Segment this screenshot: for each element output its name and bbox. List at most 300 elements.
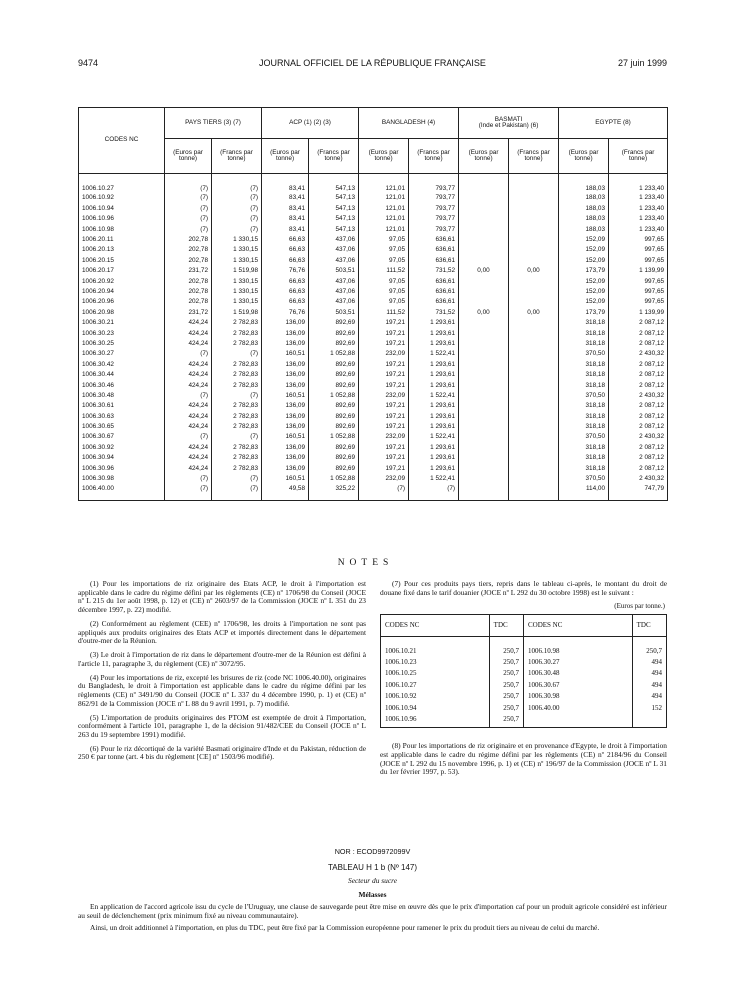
value-cell: 1 233,40 <box>609 214 668 224</box>
value-cell: 997,65 <box>609 245 668 255</box>
table-row <box>79 318 668 328</box>
table-row <box>381 668 667 680</box>
value-cell: 202,78 <box>165 235 212 245</box>
value-cell <box>459 370 509 380</box>
value-cell: (7) <box>165 214 212 224</box>
tdc-code-cell: 1006.10.27 <box>381 679 490 691</box>
value-cell: 1 293,61 <box>409 412 459 422</box>
value-cell: (7) <box>165 225 212 235</box>
value-cell: 66,63 <box>262 277 309 287</box>
value-cell: 136,09 <box>262 453 309 463</box>
unit-euros-header: (Euros par tonne) <box>359 139 409 174</box>
value-cell <box>509 287 559 297</box>
section-title: Secteur du sucre <box>348 876 397 886</box>
table-row <box>381 636 667 656</box>
code-nc-cell: 1006.10.94 <box>79 204 165 214</box>
value-cell: 188,03 <box>559 194 609 204</box>
value-cell: 318,18 <box>559 412 609 422</box>
value-cell: 318,18 <box>559 339 609 349</box>
value-cell: 2 087,12 <box>609 318 668 328</box>
table-row <box>79 484 668 500</box>
code-nc-cell: 1006.30.48 <box>79 391 165 401</box>
value-cell: 1 293,61 <box>409 422 459 432</box>
value-cell: (7) <box>165 194 212 204</box>
value-cell: 152,09 <box>559 245 609 255</box>
note-paragraph: (6) Pour le riz décortiqué de la variété Basmati originaire d'Inde et du Pakistan, réduction de 250 € par tonne (art. 4 bis du règlement [CE] nº 1503/96 modifié). <box>78 743 366 762</box>
value-cell <box>509 204 559 214</box>
codes-nc-header: CODES NC <box>79 108 165 174</box>
value-cell: 318,18 <box>559 318 609 328</box>
value-cell: 136,09 <box>262 339 309 349</box>
value-cell: 437,06 <box>309 277 359 287</box>
value-cell <box>459 329 509 339</box>
value-cell <box>459 204 509 214</box>
value-cell: 437,06 <box>309 297 359 307</box>
value-cell: 66,63 <box>262 245 309 255</box>
value-cell: 136,09 <box>262 370 309 380</box>
value-cell: (7) <box>212 225 262 235</box>
table-row <box>79 432 668 442</box>
code-nc-cell: 1006.10.96 <box>79 214 165 224</box>
value-cell: 2 782,83 <box>212 381 262 391</box>
value-cell: 424,24 <box>165 443 212 453</box>
tdc-unit: (Euros par tonne.) <box>614 602 665 611</box>
value-cell: 197,21 <box>359 318 409 328</box>
value-cell: 1 519,98 <box>212 266 262 276</box>
value-cell: 2 782,83 <box>212 412 262 422</box>
value-cell: 1 293,61 <box>409 443 459 453</box>
value-cell: 97,05 <box>359 235 409 245</box>
value-cell: 424,24 <box>165 360 212 370</box>
table-row <box>79 204 668 214</box>
value-cell <box>459 225 509 235</box>
value-cell: 2 087,12 <box>609 381 668 391</box>
value-cell: 152,09 <box>559 297 609 307</box>
value-cell: 424,24 <box>165 318 212 328</box>
tdc-codes-header: CODES NC <box>523 614 632 636</box>
table-row <box>79 245 668 255</box>
value-cell: 136,09 <box>262 329 309 339</box>
tdc-header: TDC <box>489 614 523 636</box>
table-row <box>79 297 668 307</box>
value-cell: 636,61 <box>409 277 459 287</box>
value-cell: 1 293,61 <box>409 381 459 391</box>
note-paragraph: (2) Conformément au règlement (CEE) nº 1706/98, les droits à l'importation ne sont pas appliqués aux produits originaires des Etats ACP et importés directement dans le département d'outre-mer de la Réunion. <box>78 618 366 646</box>
value-cell: 636,61 <box>409 256 459 266</box>
code-nc-cell: 1006.20.11 <box>79 235 165 245</box>
value-cell: 731,52 <box>409 266 459 276</box>
value-cell: 197,21 <box>359 339 409 349</box>
value-cell: 232,09 <box>359 349 409 359</box>
value-cell: 197,21 <box>359 370 409 380</box>
tdc-header: TDC <box>632 614 666 636</box>
group-header-acp: ACP (1) (2) (3) <box>262 108 359 139</box>
group-header-bangladesh: BANGLADESH (4) <box>359 108 459 139</box>
value-cell: (7) <box>212 174 262 194</box>
value-cell: 83,41 <box>262 174 309 194</box>
value-cell: (7) <box>165 391 212 401</box>
value-cell: 136,09 <box>262 381 309 391</box>
value-cell <box>459 256 509 266</box>
value-cell: 97,05 <box>359 245 409 255</box>
code-nc-cell: 1006.20.17 <box>79 266 165 276</box>
value-cell: 202,78 <box>165 245 212 255</box>
value-cell: 1 330,15 <box>212 235 262 245</box>
value-cell: 892,69 <box>309 422 359 432</box>
value-cell: 160,51 <box>262 391 309 401</box>
value-cell <box>459 401 509 411</box>
code-nc-cell: 1006.30.63 <box>79 412 165 422</box>
code-nc-cell: 1006.30.67 <box>79 432 165 442</box>
table-row <box>79 256 668 266</box>
value-cell: 197,21 <box>359 401 409 411</box>
value-cell: 197,21 <box>359 329 409 339</box>
value-cell: (7) <box>165 474 212 484</box>
tdc-code-cell: 1006.40.00 <box>523 702 632 714</box>
page-number: 9474 <box>78 58 99 68</box>
value-cell: 892,69 <box>309 339 359 349</box>
table-row <box>79 360 668 370</box>
table-row <box>79 174 668 194</box>
table-row <box>79 412 668 422</box>
value-cell <box>509 391 559 401</box>
value-cell: 2 782,83 <box>212 443 262 453</box>
code-nc-cell: 1006.20.92 <box>79 277 165 287</box>
value-cell <box>509 235 559 245</box>
value-cell <box>509 194 559 204</box>
tdc-value-cell: 250,7 <box>489 702 523 714</box>
value-cell: 188,03 <box>559 174 609 194</box>
value-cell: 152,09 <box>559 287 609 297</box>
table-row <box>381 679 667 691</box>
value-cell: 136,09 <box>262 464 309 474</box>
value-cell: 892,69 <box>309 370 359 380</box>
tdc-code-cell: 1006.30.67 <box>523 679 632 691</box>
code-nc-cell: 1006.30.61 <box>79 401 165 411</box>
value-cell: 2 782,83 <box>212 464 262 474</box>
code-nc-cell: 1006.30.96 <box>79 464 165 474</box>
value-cell: 892,69 <box>309 453 359 463</box>
group-header-basmati <box>459 108 559 139</box>
code-nc-cell: 1006.20.15 <box>79 256 165 266</box>
table-row <box>79 422 668 432</box>
tdc-value-cell: 250,7 <box>489 668 523 680</box>
footer-section <box>78 848 667 933</box>
value-cell: 97,05 <box>359 287 409 297</box>
value-cell: 76,76 <box>262 266 309 276</box>
value-cell: 160,51 <box>262 432 309 442</box>
value-cell: (7) <box>212 474 262 484</box>
value-cell: 997,65 <box>609 277 668 287</box>
value-cell: 136,09 <box>262 412 309 422</box>
value-cell <box>459 464 509 474</box>
value-cell: 2 087,12 <box>609 422 668 432</box>
table-row <box>79 391 668 401</box>
code-nc-cell: 1006.10.92 <box>79 194 165 204</box>
value-cell: 66,63 <box>262 235 309 245</box>
value-cell: 636,61 <box>409 245 459 255</box>
value-cell: 997,65 <box>609 256 668 266</box>
value-cell: 793,77 <box>409 194 459 204</box>
value-cell: 2 782,83 <box>212 422 262 432</box>
notes-right-column <box>380 580 667 782</box>
value-cell: 1 293,61 <box>409 401 459 411</box>
value-cell: 370,50 <box>559 391 609 401</box>
issue-date: 27 juin 1999 <box>617 58 667 68</box>
value-cell <box>509 225 559 235</box>
value-cell: 892,69 <box>309 360 359 370</box>
value-cell: 424,24 <box>165 464 212 474</box>
table-row <box>381 691 667 703</box>
value-cell: 2 087,12 <box>609 453 668 463</box>
value-cell <box>459 214 509 224</box>
value-cell: 1 522,41 <box>409 432 459 442</box>
value-cell <box>509 318 559 328</box>
table-row <box>79 225 668 235</box>
value-cell: 793,77 <box>409 225 459 235</box>
tdc-codes-header: CODES NC <box>381 614 490 636</box>
unit-euros-header: (Euros par tonne) <box>559 139 609 174</box>
value-cell: 318,18 <box>559 464 609 474</box>
value-cell: 1 293,61 <box>409 329 459 339</box>
code-nc-cell: 1006.30.21 <box>79 318 165 328</box>
value-cell: 2 782,83 <box>212 453 262 463</box>
value-cell: 1 052,88 <box>309 391 359 401</box>
value-cell: (7) <box>165 174 212 194</box>
value-cell: 121,01 <box>359 225 409 235</box>
table-row <box>79 214 668 224</box>
note-paragraph: (1) Pour les importations de riz originaire des Etats ACP, le droit à l'importation est applicable dans le cadre du régime défini par les règlements (CE) nº 1706/98 du Conseil (JOCE nº L 215 du 1er août 1998, p. 12) et (CE) nº 2603/97 de la Commission (JOCE nº L 351 du 23 décembre 1997, p. 22) modifié. <box>78 579 366 615</box>
unit-euros-header: (Euros par tonne) <box>459 139 509 174</box>
value-cell: 437,06 <box>309 235 359 245</box>
value-cell: 2 782,83 <box>212 329 262 339</box>
tdc-value-cell <box>632 714 666 728</box>
note-paragraph: (3) Le droit à l'importation de riz dans le département d'outre-mer de la Réunion est défini à l'article 11, paragraphe 3, du règlement (CE) nº 3072/95. <box>78 650 366 668</box>
value-cell: 136,09 <box>262 443 309 453</box>
basmati-title: BASMATI <box>494 115 523 123</box>
tdc-value-cell: 494 <box>632 691 666 703</box>
table-row <box>381 656 667 668</box>
value-cell: 66,63 <box>262 256 309 266</box>
value-cell: 318,18 <box>559 360 609 370</box>
note-paragraph: (4) Pour les importations de riz, excepté les brisures de riz (code NC 1006.40.00), originaires du Bangladesh, le droit à l'importation est applicable dans le cadre du régime défini par les règlements (CE) nº 3491/90 du Conseil (JOCE nº L 337 du 4 décembre 1990, p. 1) et (CE) nº 862/91 de la Commission (JOCE nº L 88 du 9 avril 1991, p. 7) modifié. <box>78 672 366 708</box>
tdc-code-cell: 1006.30.27 <box>523 656 632 668</box>
value-cell <box>459 174 509 194</box>
table-title: TABLEAU H 1 b (Nº 147) <box>327 862 418 872</box>
value-cell: 173,79 <box>559 266 609 276</box>
value-cell: (7) <box>212 194 262 204</box>
code-nc-cell: 1006.20.13 <box>79 245 165 255</box>
value-cell: 2 782,83 <box>212 360 262 370</box>
table-row <box>79 443 668 453</box>
tdc-code-cell: 1006.10.23 <box>381 656 490 668</box>
value-cell <box>459 235 509 245</box>
notes-title: NOTES <box>337 558 394 568</box>
tdc-code-cell: 1006.30.98 <box>523 691 632 703</box>
tdc-table <box>380 614 667 729</box>
note-7: (7) Pour ces produits pays tiers, repris dans le tableau ci-après, le montant du droit de douane fixé dans le tarif douanier (JOCE nº L 292 du 30 octobre 1998) est le suivant : <box>380 579 667 597</box>
value-cell <box>509 381 559 391</box>
value-cell: 892,69 <box>309 381 359 391</box>
footer-paragraph: En application de l'accord agricole issu du cycle de l'Uruguay, une clause de sauvegarde peut être mise en œuvre dès que le prix d'importation caf pour un produit agricole considéré est inférieur au seuil de déclenchement (prix minimum fixé au niveau communautaire). <box>78 901 667 920</box>
value-cell: 49,58 <box>262 484 309 500</box>
value-cell: (7) <box>409 484 459 500</box>
value-cell <box>459 432 509 442</box>
value-cell: 1 522,41 <box>409 391 459 401</box>
value-cell <box>509 453 559 463</box>
value-cell: 1 330,15 <box>212 245 262 255</box>
value-cell: 111,52 <box>359 266 409 276</box>
value-cell: 83,41 <box>262 214 309 224</box>
tdc-code-cell: 1006.10.98 <box>523 636 632 656</box>
value-cell <box>459 381 509 391</box>
value-cell: 318,18 <box>559 422 609 432</box>
code-nc-cell: 1006.30.92 <box>79 443 165 453</box>
table-row <box>79 453 668 463</box>
value-cell: 503,51 <box>309 266 359 276</box>
value-cell: 2 430,32 <box>609 349 668 359</box>
value-cell: (7) <box>165 484 212 500</box>
unit-francs-header: (Francs par tonne) <box>309 139 359 174</box>
code-nc-cell: 1006.40.00 <box>79 484 165 500</box>
table-row <box>79 339 668 349</box>
value-cell: 636,61 <box>409 235 459 245</box>
value-cell <box>509 329 559 339</box>
value-cell <box>459 474 509 484</box>
code-nc-cell: 1006.30.65 <box>79 422 165 432</box>
value-cell <box>459 391 509 401</box>
value-cell: 202,78 <box>165 277 212 287</box>
value-cell: 547,13 <box>309 225 359 235</box>
value-cell: (7) <box>212 432 262 442</box>
tdc-code-cell: 1006.10.96 <box>381 714 490 728</box>
value-cell <box>509 484 559 500</box>
value-cell <box>509 256 559 266</box>
page-header <box>78 58 667 72</box>
value-cell <box>509 349 559 359</box>
table-row <box>79 287 668 297</box>
value-cell <box>459 194 509 204</box>
value-cell: 97,05 <box>359 297 409 307</box>
table-row <box>79 464 668 474</box>
value-cell: 197,21 <box>359 412 409 422</box>
tdc-code-cell <box>523 714 632 728</box>
value-cell: 1 293,61 <box>409 339 459 349</box>
value-cell: 997,65 <box>609 287 668 297</box>
value-cell <box>509 432 559 442</box>
value-cell <box>459 453 509 463</box>
tdc-code-cell: 1006.30.48 <box>523 668 632 680</box>
value-cell: 136,09 <box>262 422 309 432</box>
value-cell <box>459 422 509 432</box>
value-cell: 2 782,83 <box>212 401 262 411</box>
tdc-value-cell: 250,7 <box>489 691 523 703</box>
value-cell: 1 293,61 <box>409 360 459 370</box>
value-cell: 370,50 <box>559 474 609 484</box>
value-cell: 636,61 <box>409 287 459 297</box>
value-cell: 197,21 <box>359 453 409 463</box>
value-cell: 111,52 <box>359 308 409 318</box>
table-row <box>79 329 668 339</box>
value-cell: 437,06 <box>309 245 359 255</box>
value-cell: 424,24 <box>165 412 212 422</box>
value-cell: 892,69 <box>309 412 359 422</box>
value-cell: 424,24 <box>165 422 212 432</box>
value-cell: 2 087,12 <box>609 370 668 380</box>
value-cell: (7) <box>165 349 212 359</box>
table-row <box>79 308 668 318</box>
value-cell: 636,61 <box>409 297 459 307</box>
value-cell: 424,24 <box>165 370 212 380</box>
value-cell: 1 233,40 <box>609 174 668 194</box>
table-row <box>79 235 668 245</box>
value-cell: 2 087,12 <box>609 401 668 411</box>
tdc-code-cell: 1006.10.92 <box>381 691 490 703</box>
value-cell <box>509 360 559 370</box>
value-cell: 892,69 <box>309 329 359 339</box>
value-cell: 2 782,83 <box>212 370 262 380</box>
value-cell: 2 430,32 <box>609 474 668 484</box>
value-cell: 231,72 <box>165 266 212 276</box>
value-cell: 1 293,61 <box>409 453 459 463</box>
value-cell: 232,09 <box>359 432 409 442</box>
value-cell: 318,18 <box>559 453 609 463</box>
value-cell: 1 233,40 <box>609 204 668 214</box>
value-cell: 2 430,32 <box>609 432 668 442</box>
nor-reference: NOR : ECOD9972099V <box>334 847 411 856</box>
table-row <box>79 349 668 359</box>
value-cell: 160,51 <box>262 474 309 484</box>
value-cell <box>459 297 509 307</box>
code-nc-cell: 1006.30.42 <box>79 360 165 370</box>
tdc-code-cell: 1006.10.94 <box>381 702 490 714</box>
value-cell: 731,52 <box>409 308 459 318</box>
value-cell: 152,09 <box>559 235 609 245</box>
value-cell: 1 233,40 <box>609 225 668 235</box>
value-cell: 424,24 <box>165 401 212 411</box>
tdc-code-cell: 1006.10.25 <box>381 668 490 680</box>
table-row <box>381 714 667 728</box>
value-cell: (7) <box>212 391 262 401</box>
value-cell: 197,21 <box>359 422 409 432</box>
group-header-pays-tiers: PAYS TIERS (3) (7) <box>165 108 262 139</box>
value-cell: 547,13 <box>309 194 359 204</box>
code-nc-cell: 1006.30.94 <box>79 453 165 463</box>
value-cell: (7) <box>212 204 262 214</box>
value-cell: 892,69 <box>309 443 359 453</box>
value-cell <box>509 370 559 380</box>
value-cell: 370,50 <box>559 432 609 442</box>
value-cell: 370,50 <box>559 349 609 359</box>
table-row <box>79 474 668 484</box>
value-cell <box>459 318 509 328</box>
table-row <box>381 702 667 714</box>
tdc-value-cell: 250,7 <box>489 714 523 728</box>
value-cell: 318,18 <box>559 443 609 453</box>
value-cell: 1 330,15 <box>212 256 262 266</box>
value-cell <box>509 297 559 307</box>
value-cell: 197,21 <box>359 464 409 474</box>
value-cell: 892,69 <box>309 401 359 411</box>
value-cell <box>509 174 559 194</box>
value-cell: 121,01 <box>359 194 409 204</box>
value-cell: 1 293,61 <box>409 370 459 380</box>
value-cell: 1 522,41 <box>409 474 459 484</box>
footer-paragraph: Ainsi, un droit additionnel à l'importation, en plus du TDC, peut être fixé par la Commission européenne pour ramener le prix du produit tiers au niveau de celui du marché. <box>90 922 600 932</box>
code-nc-cell: 1006.30.23 <box>79 329 165 339</box>
value-cell: 997,65 <box>609 235 668 245</box>
value-cell: 232,09 <box>359 474 409 484</box>
